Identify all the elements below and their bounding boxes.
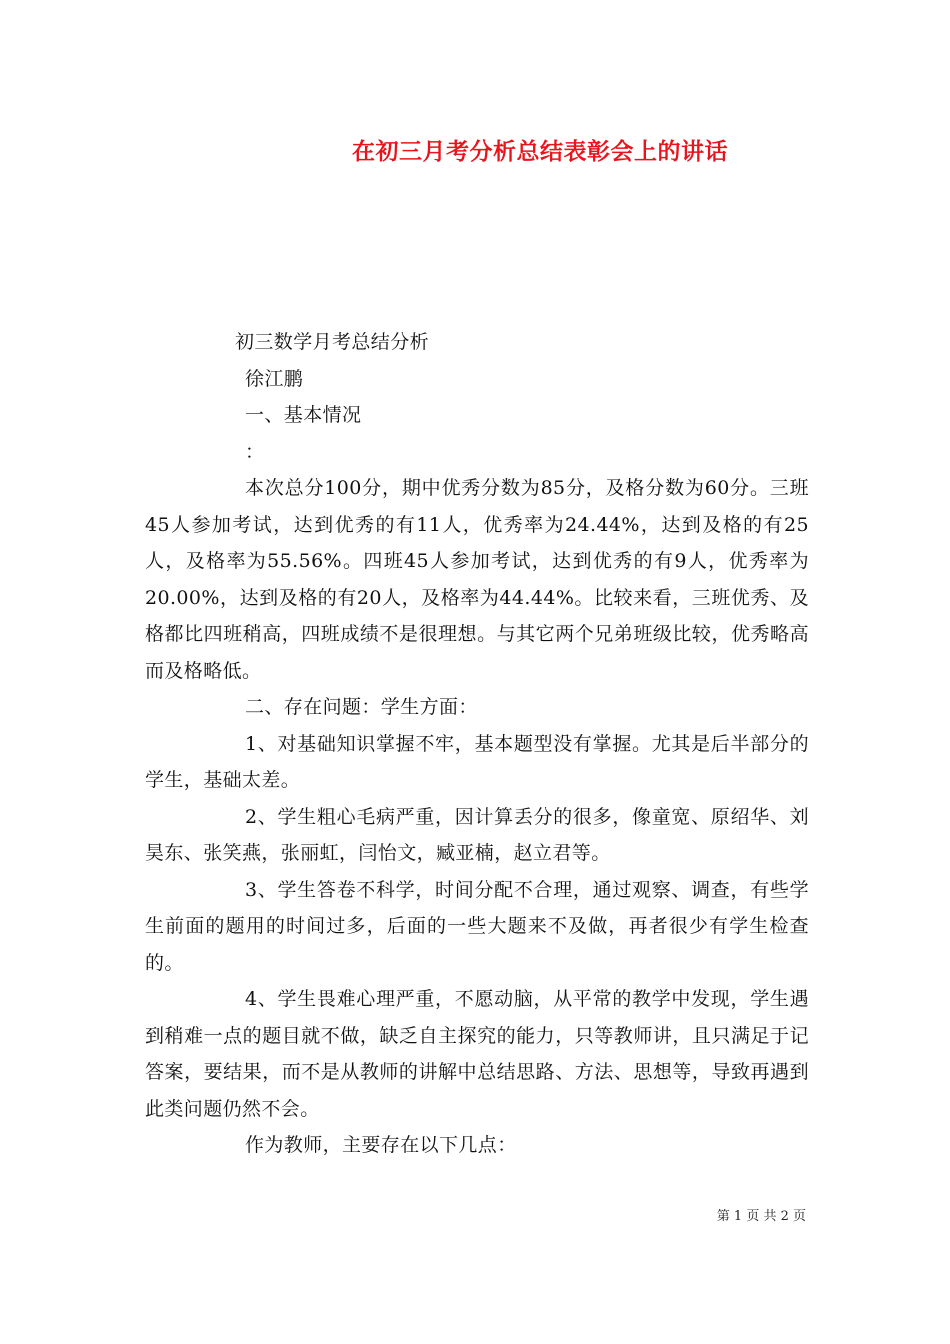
problem-item-1: 1、对基础知识掌握不牢，基本题型没有掌握。尤其是后半部分的学生，基础太差。 xyxy=(145,732,809,791)
teacher-issues-heading: 作为教师，主要存在以下几点： xyxy=(245,1134,517,1156)
paragraph-score-summary: 本次总分100分，期中优秀分数为85分，及格分数为60分。三班45人参加考试，达到优秀的有11人，优秀率为24.44%，达到及格的有25人，及格率为55.56%。四班45人参加考试，达到优秀的有9人，优秀率为20.00%，达到及格的有20人，及格率为44.44%。比较来看，三班优秀、及格都比四班稍高，四班成绩不是很理想。与其它两个兄弟班级比较，优秀略高而及格略低。 xyxy=(145,477,809,682)
problem-item-3: 3、学生答卷不科学，时间分配不合理，通过观察、调查，有些学生前面的题用的时间过多，后面的一些大题来不及做，再者很少有学生检查的。 xyxy=(145,878,809,974)
section-heading-problems: 二、存在问题：学生方面： xyxy=(245,696,478,718)
page-number-footer: 第 1 页 共 2 页 xyxy=(716,1209,806,1224)
document-body xyxy=(145,324,809,1164)
problem-item-4: 4、学生畏难心理严重，不愿动脑，从平常的教学中发现，学生遇到稍难一点的题目就不做，缺乏自主探究的能力，只等教师讲，且只满足于记答案，要结果，而不是从教师的讲解中总结思路、方法、思想等，导致再遇到此类问题仍然不会。 xyxy=(145,988,809,1120)
colon-line: ： xyxy=(245,440,265,463)
problem-item-2: 2、学生粗心毛病严重，因计算丢分的很多，像童宽、原绍华、刘昊东、张笑燕，张丽虹，闫怡文，臧亚楠，赵立君等。 xyxy=(145,805,809,864)
document-title: 在初三月考分析总结表彰会上的讲话 xyxy=(352,139,728,165)
document-author: 徐江鹏 xyxy=(245,367,304,390)
section-heading-basic-situation: 一、基本情况 xyxy=(245,404,362,426)
document-subtitle: 初三数学月考总结分析 xyxy=(235,331,430,353)
